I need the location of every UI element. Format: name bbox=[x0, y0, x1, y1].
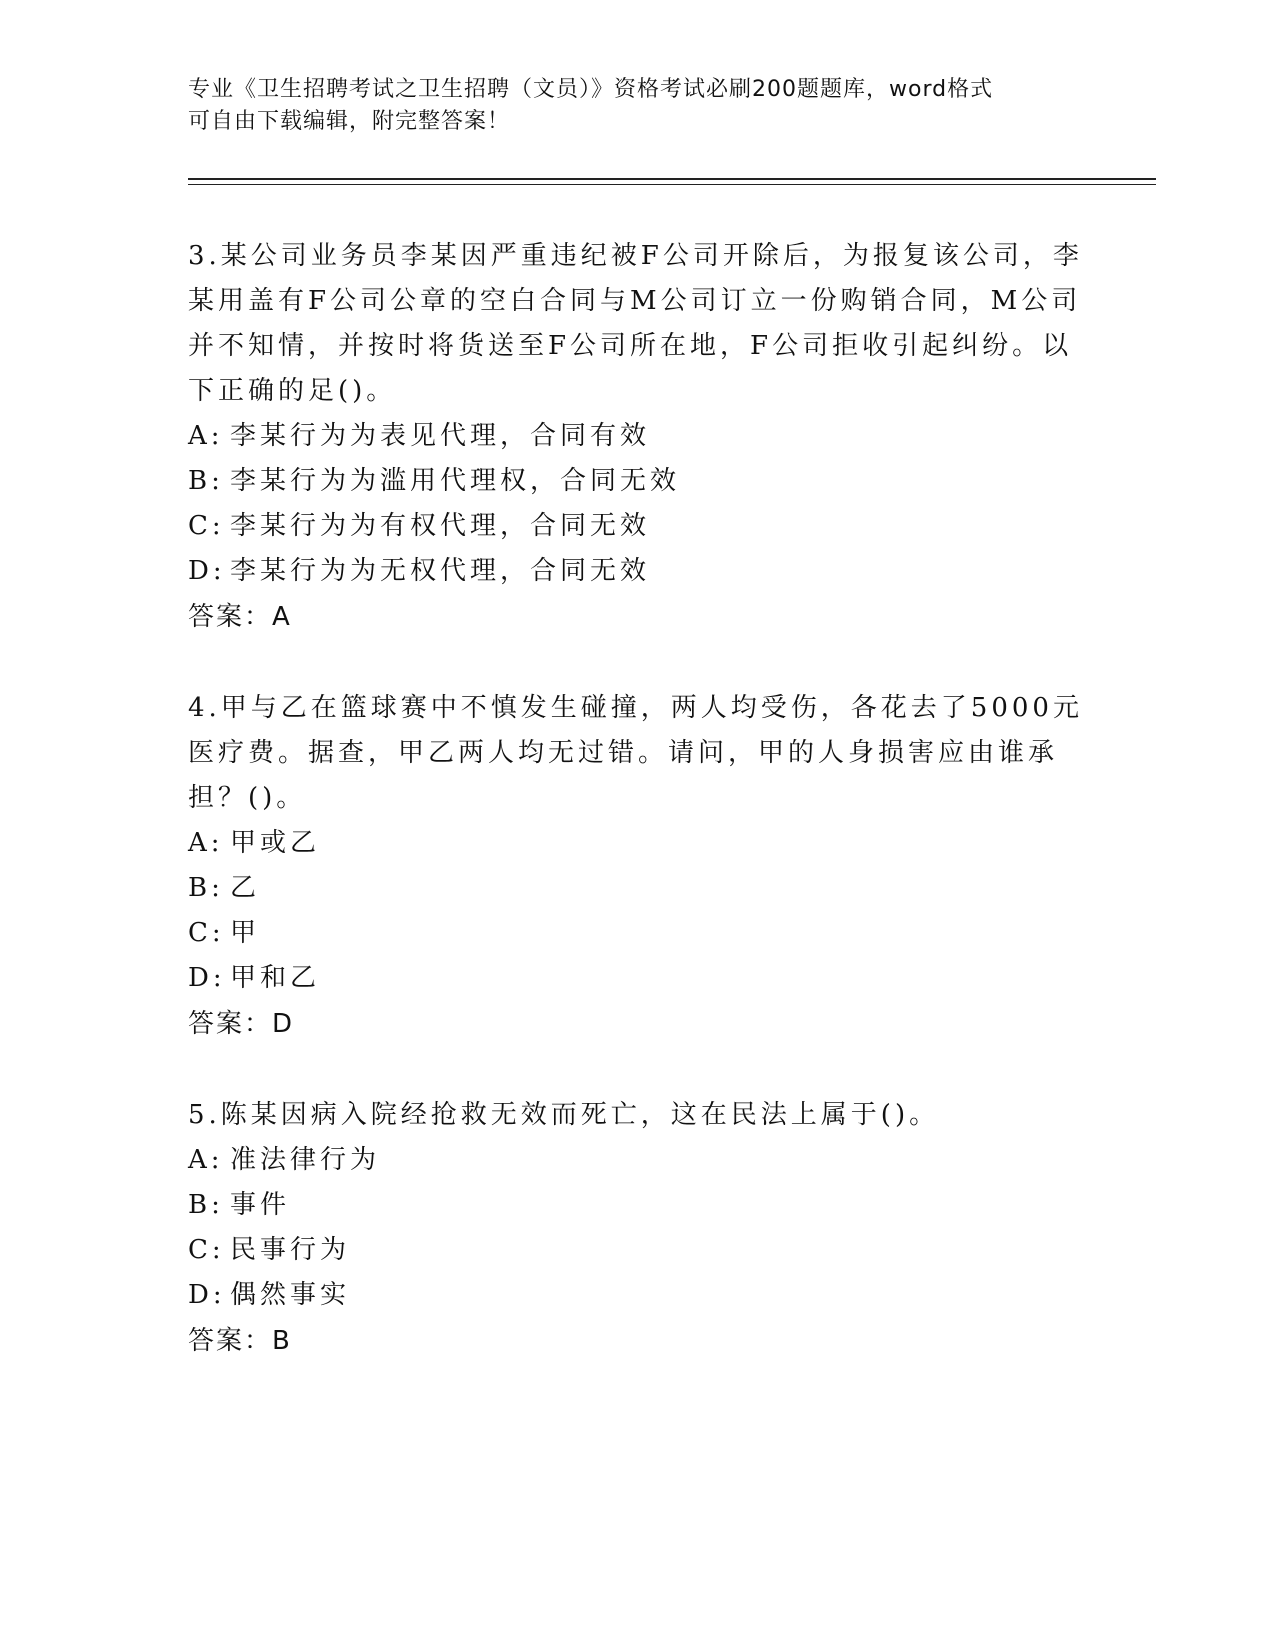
option-letter: D: bbox=[188, 556, 226, 586]
option-d bbox=[188, 549, 1088, 594]
option-text: 民事行为 bbox=[230, 1235, 351, 1265]
option-text: 李某行为为表见代理，合同有效 bbox=[230, 421, 651, 451]
question-3 bbox=[188, 234, 1088, 640]
option-c bbox=[188, 504, 1088, 549]
question-text: 4.甲与乙在篮球赛中不慎发生碰撞，两人均受伤，各花去了5000元医疗费。据查，甲乙两人均无过错。请问，甲的人身损害应由谁承担？()。 bbox=[188, 693, 1083, 813]
question-text: 5.陈某因病入院经抢救无效而死亡，这在民法上属于()。 bbox=[188, 1100, 940, 1130]
question-5 bbox=[188, 1093, 1088, 1364]
option-letter: A: bbox=[188, 421, 224, 451]
option-letter: C: bbox=[188, 511, 225, 541]
option-b bbox=[188, 1183, 1088, 1228]
header-divider-thin bbox=[188, 184, 1156, 185]
header-divider-thick bbox=[188, 178, 1156, 180]
option-letter: D: bbox=[188, 963, 226, 993]
option-d bbox=[188, 956, 1088, 1001]
option-c bbox=[188, 911, 1088, 956]
option-text: 甲和乙 bbox=[230, 963, 321, 993]
question-4 bbox=[188, 686, 1088, 1047]
question-text: 3.某公司业务员李某因严重违纪被F公司开除后，为报复该公司，李某用盖有F公司公章的空白合同与M公司订立一份购销合同，M公司并不知情，并按时将货送至F公司所在地，F公司拒收引起纠纷。以下正确的足()。 bbox=[188, 241, 1083, 406]
answer-line: 答案：D bbox=[188, 1009, 295, 1039]
option-c bbox=[188, 1228, 1088, 1273]
header-line-2: 可自由下载编辑，附完整答案！ bbox=[188, 109, 511, 134]
option-letter: A: bbox=[188, 1145, 224, 1175]
option-a bbox=[188, 414, 1088, 459]
option-letter: C: bbox=[188, 1235, 225, 1265]
option-letter: B: bbox=[188, 873, 224, 903]
option-text: 李某行为为无权代理，合同无效 bbox=[230, 556, 651, 586]
header-line-1: 专业《卫生招聘考试之卫生招聘（文员）》资格考试必刷200题题库，word格式 bbox=[188, 77, 994, 102]
answer-line: 答案：A bbox=[188, 602, 292, 632]
option-letter: D: bbox=[188, 1280, 226, 1310]
document-header bbox=[188, 74, 1088, 138]
option-text: 乙 bbox=[230, 873, 261, 903]
option-text: 偶然事实 bbox=[230, 1280, 351, 1310]
question-list bbox=[188, 234, 1088, 1410]
option-text: 李某行为为有权代理，合同无效 bbox=[230, 511, 651, 541]
option-a bbox=[188, 1138, 1088, 1183]
option-letter: C: bbox=[188, 918, 225, 948]
option-text: 甲或乙 bbox=[230, 828, 321, 858]
option-text: 李某行为为滥用代理权，合同无效 bbox=[230, 466, 681, 496]
option-letter: A: bbox=[188, 828, 224, 858]
option-text: 事件 bbox=[230, 1190, 291, 1220]
option-text: 准法律行为 bbox=[230, 1145, 381, 1175]
option-b bbox=[188, 866, 1088, 911]
option-letter: B: bbox=[188, 466, 224, 496]
option-letter: B: bbox=[188, 1190, 224, 1220]
answer-line: 答案：B bbox=[188, 1326, 292, 1356]
option-b bbox=[188, 459, 1088, 504]
option-text: 甲 bbox=[230, 918, 261, 948]
option-a bbox=[188, 821, 1088, 866]
option-d bbox=[188, 1273, 1088, 1318]
